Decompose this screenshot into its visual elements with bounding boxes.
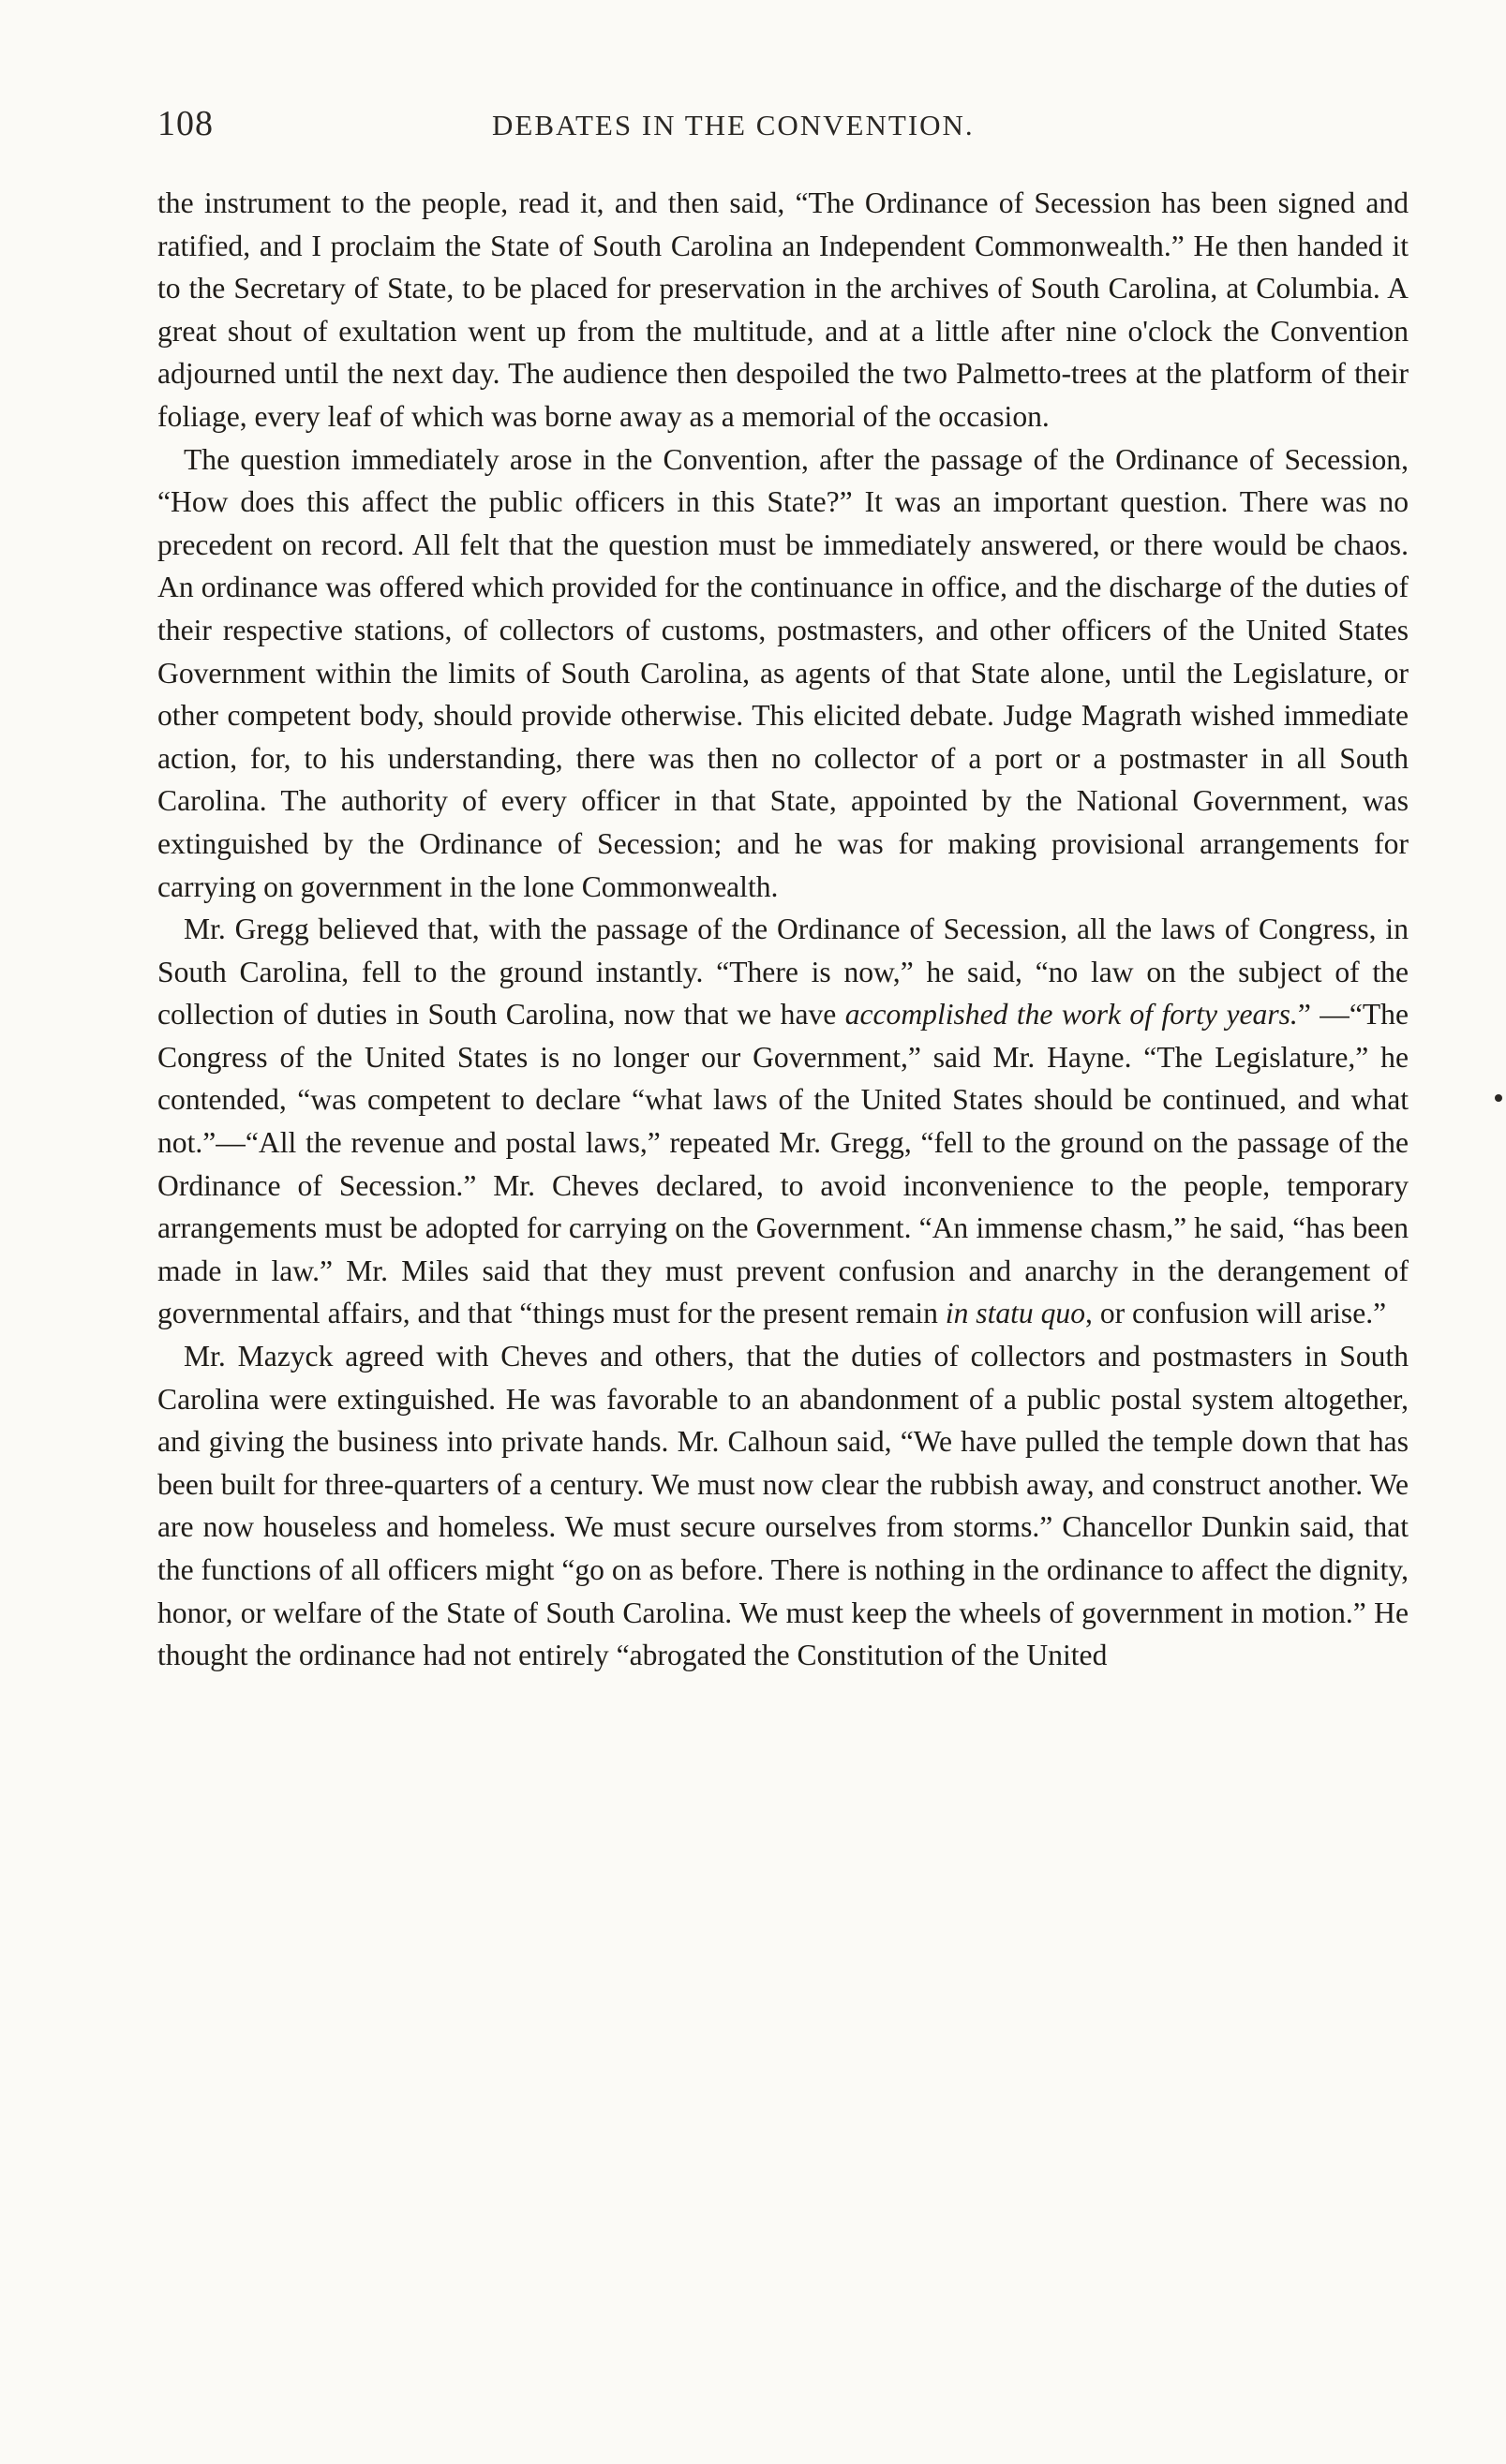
- page-number: 108: [157, 104, 214, 143]
- text-span: Mr. Gregg believed that, with the passage of the Ordinance of Secession, all the laws of Congress, in South Carolina, fell to the ground instantly. “There is now,” he said, “no law on the subject of the collection of duties in South Carolina, now that we have: [157, 913, 1409, 1032]
- italic-quote: accomplished the work of forty years.: [844, 998, 1298, 1032]
- running-head: [157, 103, 1409, 150]
- body-text: [157, 182, 1409, 1677]
- text-span: ” —“The Congress of the United States is no longer our Government,” said Mr. Hayne. “The Legislature,” he contended, “was competent to declare “what laws of the United States should be continued, and what not.”—“All the revenue and postal laws,” repeated Mr. Gregg, “fell to the ground on the passage of the Ordinance of Secession.” Mr. Cheves declared, to avoid inconvenience to the people, temporary arrangements must be adopted for carrying on the Government. “An immense chasm,” he said, “has been made in law.” Mr. Miles said that they must prevent confusion and anarchy in the derangement of governmental affairs, and that “things must for the present remain: [157, 998, 1409, 1330]
- margin-dot: [1495, 1094, 1502, 1102]
- text-span: , or confusion will arise.”: [1085, 1297, 1387, 1330]
- paragraph-question-of-officers: [157, 438, 1409, 909]
- text-span: Mr. Mazyck agreed with Cheves and others, that the duties of collectors and postmasters in South Carolina were extinguished. He was favorable to an abandonment of a public postal system altogether, and giving the business into private hands. Mr. Calhoun said, “We have pulled the temple down that has been built for three-quarters of a century. We must now clear the rubbish away, and construct another. We are now houseless and homeless. We must secure ourselves from storms.” Chancellor Dunkin said, that the functions of all officers might “go on as before. There is nothing in the ordinance to affect the dignity, honor, or welfare of the State of South Carolina. We must keep the wheels of government in motion.” He thought the ordinance had not entirely “abrogated the Constitution of the United: [157, 1340, 1409, 1672]
- text-span: The question immediately arose in the Convention, after the passage of the Ordinance of Secession, “How does this affect the public officers in this State?” It was an important question. There was no precedent on record. All felt that the question must be immediately answered, or there would be chaos. An ordinance was offered which provided for the continuance in office, and the discharge of the duties of their respective stations, of collectors of customs, postmasters, and other officers of the United States Government within the limits of South Carolina, as agents of that State alone, until the Legislature, or other competent body, should provide otherwise. This elicited debate. Judge Magrath wished immediate action, for, to his understanding, there was then no collector of a port or a postmaster in all South Carolina. The authority of every officer in that State, appointed by the National Government, was extinguished by the Ordinance of Secession; and he was for making provisional arrangements for carrying on government in the lone Commonwealth.: [157, 442, 1409, 903]
- italic-latin-phrase: in statu quo: [945, 1297, 1086, 1330]
- paragraph-mazyck-calhoun: [157, 1335, 1409, 1677]
- paragraph-gregg-remarks: [157, 908, 1409, 1335]
- running-title: DEBATES IN THE CONVENTION.: [492, 109, 975, 141]
- paragraph-continuation: [157, 182, 1409, 438]
- text-span: the instrument to the people, read it, and then said, “The Ordinance of Secession has been signed and ratified, and I proclaim the State of South Carolina an Independent Commonwealth.” He then handed it to the Secretary of State, to be placed for preservation in the archives of South Carolina, at Columbia. A great shout of exultation went up from the multitude, and at a little after nine o'clock the Convention adjourned until the next day. The audience then despoiled the two Palmetto-trees at the platform of their foliage, every leaf of which was borne away as a memorial of the occasion.: [157, 186, 1409, 433]
